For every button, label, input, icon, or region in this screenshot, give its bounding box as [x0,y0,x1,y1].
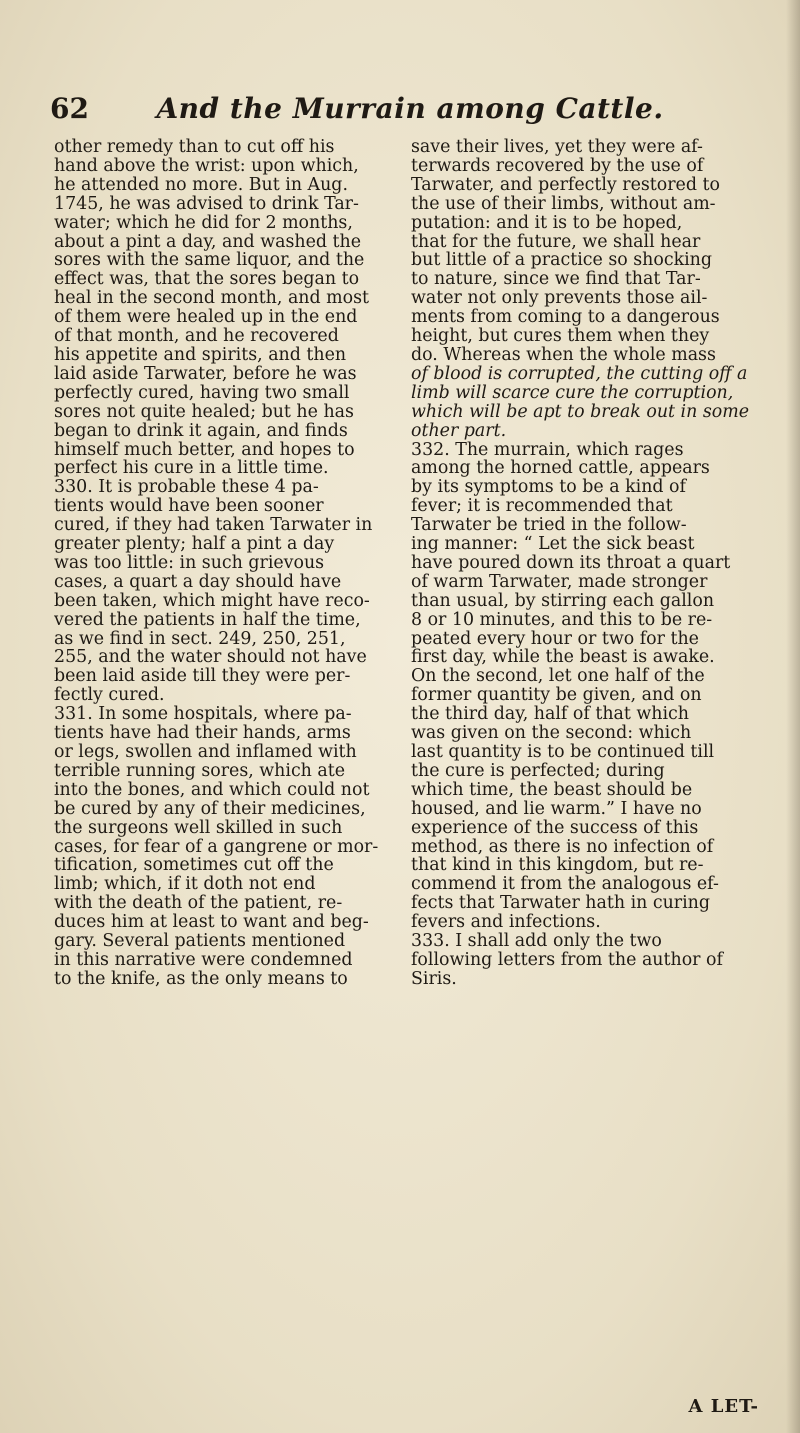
text-line: that for the future, we shall hear [411,232,701,252]
text-line: other remedy than to cut off his [54,138,335,157]
text-line: housed, and lie warm.” I have no [411,799,702,819]
text-line: or legs, swollen and inflamed with [54,743,357,762]
text-line: 333. I shall add only the two [411,932,662,951]
text-line: be cured by any of their medicines, [54,799,366,819]
text-line: 332. The murrain, which rages [411,440,684,460]
running-title: And the Murrain among Cattle. [156,92,664,125]
text-line: to nature, since we find that Tar- [411,270,701,290]
text-line: water; which he did for 2 months, [54,213,353,233]
text-line: On the second, let one half of the [411,667,705,687]
text-line: other part. [411,421,507,441]
text-line: tients have had their hands, arms [54,724,351,743]
text-line: duces him at least to want and beg- [54,913,369,933]
text-line: height, but cures them when they [411,327,710,346]
text-line: which will be apt to break out in some [411,402,749,422]
text-line: perfect his cure in a little time. [54,459,329,479]
text-line: tification, sometimes cut off the [54,856,334,876]
text-line: in this narrative were condemned [54,950,353,970]
page-header [50,92,770,128]
text-line: into the bones, and which could not [54,780,370,800]
text-line: of blood is corrupted, the cutting off a [411,364,748,384]
text-line: but little of a practice so shocking [411,251,713,271]
text-line: Siris. [411,969,457,989]
text-line: about a pint a day, and washed the [54,232,362,252]
text-line: the use of their limbs, without am- [411,194,716,214]
text-line: which time, the beast should be [411,780,693,800]
text-line: Tarwater be tried in the follow- [411,516,687,536]
text-line: ing manner: “ Let the sick beast [411,535,695,554]
text-line: do. Whereas when the whole mass [411,345,716,365]
text-line: by its symptoms to be a kind of [411,478,686,498]
text-line: vered the patients in half the time, [54,610,361,630]
text-line: Tarwater, and perfectly restored to [411,175,720,195]
text-line: to the knife, as the only means to [54,969,348,989]
text-line: that kind in this kingdom, but re- [411,856,704,876]
text-line: than usual, by stirring each gallon [411,591,715,611]
text-line: 8 or 10 minutes, and this to be re- [411,610,713,630]
text-line: commend it from the analogous ef- [411,875,719,895]
text-line: began to drink it again, and finds [54,421,348,441]
text-line: fever; it is recommended that [411,497,673,517]
text-line: terrible running sores, which ate [54,761,346,781]
text-line: was too little: in such grievous [54,553,325,573]
text-line: fevers and infections. [411,913,601,933]
text-line: following letters from the author of [411,950,723,970]
text-line: he attended no more. But in Aug. [54,175,348,195]
text-line: heal in the second month, and most [54,289,370,309]
text-line: greater plenty; half a pint a day [54,535,335,554]
text-line: of them were healed up in the end [54,308,358,328]
text-line: 1745, he was advised to drink Tar- [54,194,359,214]
text-line: water not only prevents those ail- [411,289,708,309]
text-line: cases, for fear of a gangrene or mor- [54,837,379,857]
text-line: fectly cured. [54,686,165,706]
text-line: among the horned cattle, appears [411,459,710,479]
text-line: the cure is perfected; during [411,761,665,781]
text-line: cured, if they had taken Tarwater in [54,516,373,536]
text-line: peated every hour or two for the [411,629,699,649]
text-line: last quantity is to be continued till [411,743,715,762]
text-line: 331. In some hospitals, where pa- [54,705,352,725]
text-line: 330. It is probable these 4 pa- [54,478,319,498]
text-line: hand above the wrist: upon which, [54,156,359,176]
text-line: the third day, half of that which [411,705,689,725]
text-line: first day, while the beast is awake. [411,648,715,668]
text-line: fects that Tarwater hath in curing [411,894,711,914]
text-line: experience of the success of this [411,818,699,838]
text-line: of warm Tarwater, made stronger [411,572,708,592]
text-line: the surgeons well skilled in such [54,818,343,838]
text-line: limb; which, if it doth not end [54,875,316,895]
text-line: effect was, that the sores began to [54,270,360,290]
text-line: was given on the second: which [411,724,692,743]
text-line: save their lives, yet they were af- [411,138,703,157]
right-column [411,138,759,989]
page-edge-shadow [786,0,800,1433]
text-line: his appetite and spirits, and then [54,345,347,365]
text-line: as we find in sect. 249, 250, 251, [54,629,346,649]
text-line: terwards recovered by the use of [411,156,704,176]
catchword: A LET- [688,1396,759,1417]
text-line: been taken, which might have reco- [54,591,370,611]
text-line: sores with the same liquor, and the [54,251,365,271]
text-line: gary. Several patients mentioned [54,932,346,951]
text-line: cases, a quart a day should have [54,572,342,592]
text-line: former quantity be given, and on [411,686,702,706]
text-line: himself much better, and hopes to [54,440,355,460]
text-line: tients would have been sooner [54,497,324,517]
text-line: ments from coming to a dangerous [411,308,720,328]
text-line: laid aside Tarwater, before he was [54,364,357,384]
text-line: sores not quite healed; but he has [54,402,354,422]
left-column [54,138,402,989]
text-line: 255, and the water should not have [54,648,367,668]
text-line: with the death of the patient, re- [54,894,343,914]
text-line: limb will scarce cure the corruption, [411,383,734,403]
text-line: method, as there is no infection of [411,837,714,857]
page-number: 62 [50,92,89,125]
text-line: been laid aside till they were per- [54,667,351,687]
text-line: of that month, and he recovered [54,327,339,346]
text-line: perfectly cured, having two small [54,383,350,403]
text-line: putation: and it is to be hoped, [411,213,683,233]
text-line: have poured down its throat a quart [411,553,731,573]
